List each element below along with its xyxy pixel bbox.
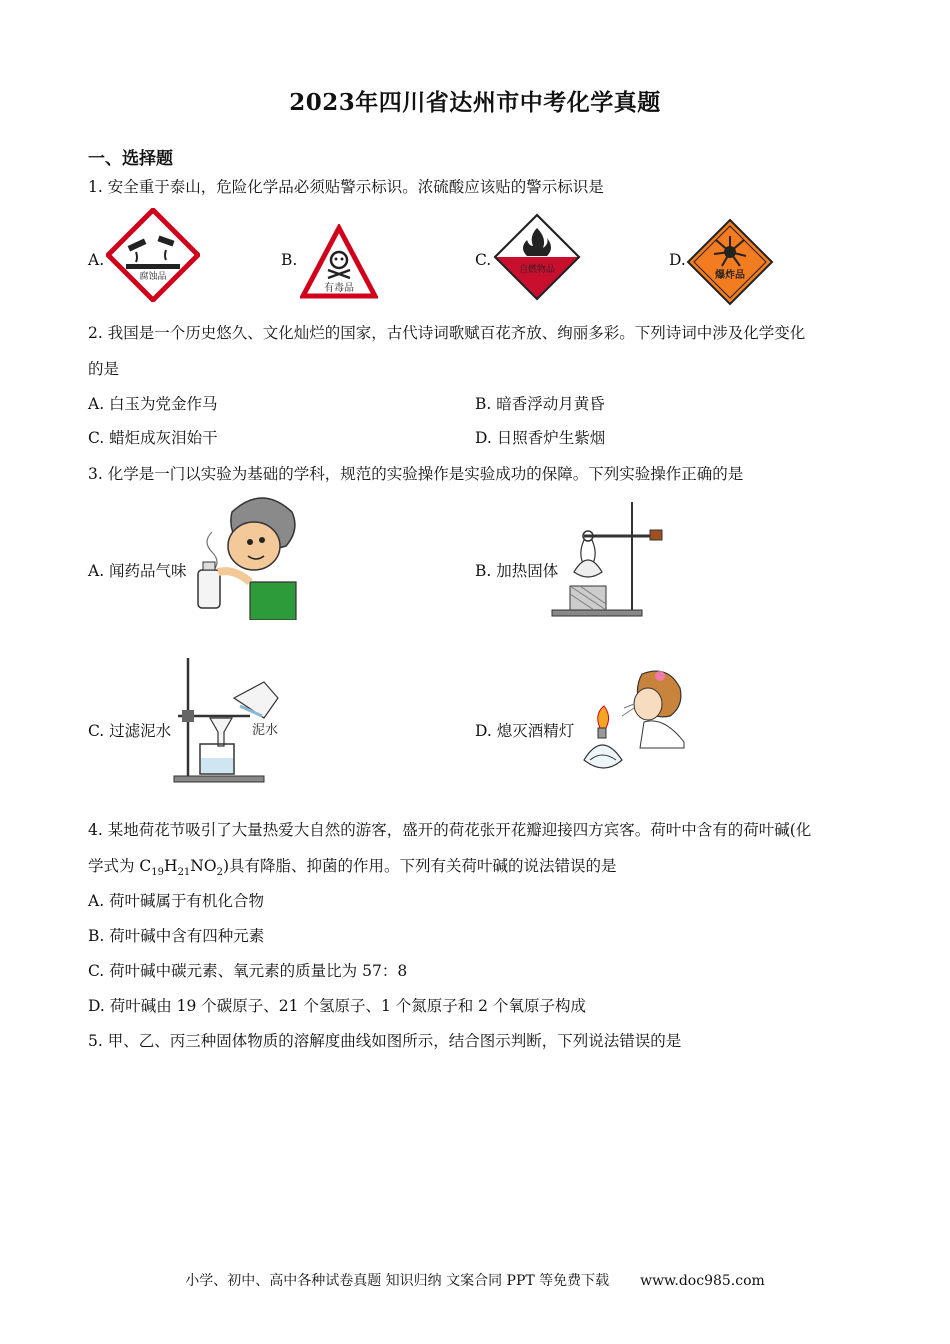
q3-option-d: D. 熄灭酒精灯 [475,722,575,740]
q5-stem: 5. 甲、乙、丙三种固体物质的溶解度曲线如图所示，结合图示判断，下列说法错误的是 [88,1032,682,1050]
q3-option-a: A. 闻药品气味 [88,562,187,580]
q3-stem: 3. 化学是一门以实验为基础的学科，规范的实验操作是实验成功的保障。下列实验操作正确的是 [88,465,744,483]
q2-option-a: A. 白玉为党金作马 [88,395,218,413]
formula-sub-21: 21 [177,867,191,879]
flammable-sign-text: 自燃物品 [518,265,556,275]
q2-stem-line1: 2. 我国是一个历史悠久、文化灿烂的国家，古代诗词歌赋百花齐放、绚丽多彩。下列诗词中涉及化学变化 [88,324,806,342]
corrosive-sign-text: 腐蚀品 [139,272,167,282]
q3-option-c: C. 过滤泥水 [88,722,172,740]
explosive-sign-text: 爆炸品 [715,270,745,281]
q3-option-b: B. 加热固体 [475,562,559,580]
q1-option-a-label: A. [88,251,105,269]
toxic-sign-text: 有毒品 [324,283,354,294]
q2-option-c: C. 蜡炬成灰泪始干 [88,429,218,447]
q2-stem-line2: 的是 [88,360,120,378]
q1-stem: 1. 安全重于泰山，危险化学品必须贴警示标识。浓硫酸应该贴的警示标识是 [88,178,604,196]
toxic-sign-icon [300,224,378,300]
q1-option-c-label: C. [475,251,492,269]
heating-solid-illustration [544,496,666,620]
formula-no: NO [190,857,217,875]
footer-text: 小学、初中、高中各种试卷真题 知识归纳 文案合同 PPT 等免费下载 [185,1273,610,1289]
q4-option-d: D. 荷叶碱由 19 个碳原子、21 个氢原子、1 个氮原子和 2 个氧原子构成 [88,997,586,1015]
q1-option-b-label: B. [281,251,298,269]
q4-option-a: A. 荷叶碱属于有机化合物 [88,892,265,910]
page-footer [0,1270,950,1290]
q4-stem-suffix: )具有降脂、抑菌的作用。下列有关荷叶碱的说法错误的是 [222,857,617,875]
corrosive-sign-icon [106,208,200,302]
formula-sub-2: 2 [216,867,223,879]
q2-option-b: B. 暗香浮动月黄昏 [475,395,605,413]
section-heading: 一、选择题 [88,149,173,169]
extinguish-alcohol-lamp-illustration [576,664,688,782]
q4-stem-line2 [88,856,617,883]
explosive-sign-icon [686,218,774,306]
q1-option-d-label: D. [669,251,686,269]
q4-stem-prefix: 学式为 C [88,857,152,875]
filtration-illustration [172,654,284,784]
formula-sub-19: 19 [151,867,165,879]
q4-option-c: C. 荷叶碱中碳元素、氧元素的质量比为 57：8 [88,962,408,980]
smelling-chemical-illustration [192,492,302,620]
footer-url[interactable]: www.doc985.com [640,1273,765,1289]
formula-h: H [164,857,178,875]
q4-option-b: B. 荷叶碱中含有四种元素 [88,927,265,945]
q2-option-d: D. 日照香炉生紫烟 [475,429,606,447]
q4-stem-line1: 4. 某地荷花节吸引了大量热爱大自然的游客，盛开的荷花张开花瓣迎接四方宾客。荷叶中含有的荷叶碱(化 [88,821,812,839]
flammable-sign-icon [492,212,582,302]
filter-muddy-water-label: 泥水 [252,723,279,738]
page-title: 2023年四川省达州市中考化学真题 [289,89,661,116]
